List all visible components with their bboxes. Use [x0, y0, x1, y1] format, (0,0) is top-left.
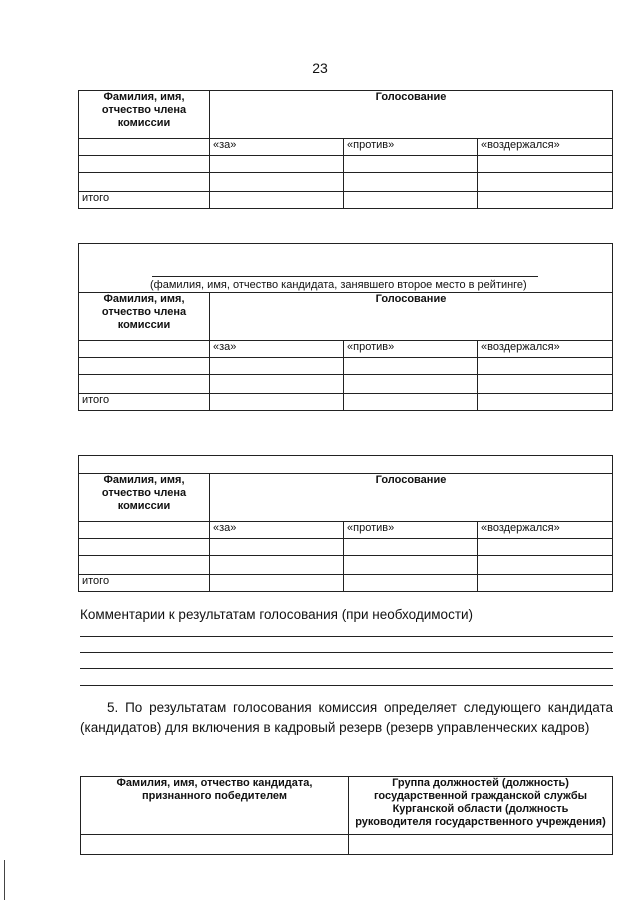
member-name-header: Фамилия, имя, отчество члена комиссии: [79, 91, 210, 139]
for-header: «за»: [210, 341, 344, 358]
result-table: [80, 776, 613, 855]
total-row: [79, 575, 613, 592]
page-number: 23: [312, 60, 328, 76]
voting-header: Голосование: [210, 474, 613, 522]
winner-name-header: Фамилия, имя, отчество кандидата, признанного победителем: [81, 777, 349, 835]
voting-table-2: [78, 243, 613, 411]
abstained-header: «воздержался»: [478, 522, 613, 539]
table-row: [79, 375, 613, 394]
section-5-paragraph: [80, 698, 613, 738]
voting-header: Голосование: [210, 91, 613, 139]
against-header: «против»: [344, 522, 478, 539]
comment-line[interactable]: [80, 668, 613, 669]
table-row: [79, 358, 613, 375]
abstained-header: «воздержался»: [478, 139, 613, 156]
for-header: «за»: [210, 522, 344, 539]
member-name-header: Фамилия, имя, отчество члена комиссии: [79, 293, 210, 341]
comment-line[interactable]: [80, 685, 613, 686]
table-row: [79, 539, 613, 556]
table-row: [81, 835, 613, 855]
comments-title: Комментарии к результатам голосования (при необходимости): [80, 607, 474, 622]
voting-table-3: [78, 455, 613, 592]
against-header: «против»: [344, 139, 478, 156]
voting-table-1: [78, 90, 613, 209]
total-label: итого: [79, 394, 210, 411]
candidate-name-line: [152, 276, 538, 277]
position-group-header: Группа должностей (должность) государственной гражданской службы Курганской области (должность руководителя государственного учреждения): [349, 777, 613, 835]
voting-header: Голосование: [210, 293, 613, 341]
against-header: «против»: [344, 341, 478, 358]
section-5-text: 5. По результатам голосования комиссия определяет следующего кандидата (кандидатов) для включения в кадровый резерв (резерв управленческих кадров): [80, 700, 613, 735]
candidate-cell: [79, 456, 613, 474]
comment-line[interactable]: [80, 636, 613, 637]
total-label: итого: [79, 192, 210, 209]
total-label: итого: [79, 575, 210, 592]
second-candidate-note: (фамилия, имя, отчество кандидата, занявшего второе место в рейтинге): [150, 279, 527, 291]
for-header: «за»: [210, 139, 344, 156]
total-row: [79, 192, 613, 209]
table-row: [79, 156, 613, 173]
member-name-header: Фамилия, имя, отчество члена комиссии: [79, 474, 210, 522]
comment-line[interactable]: [80, 652, 613, 653]
table-row: [79, 173, 613, 192]
table-row: [79, 556, 613, 575]
abstained-header: «воздержался»: [478, 341, 613, 358]
total-row: [79, 394, 613, 411]
scan-edge: [4, 860, 5, 900]
